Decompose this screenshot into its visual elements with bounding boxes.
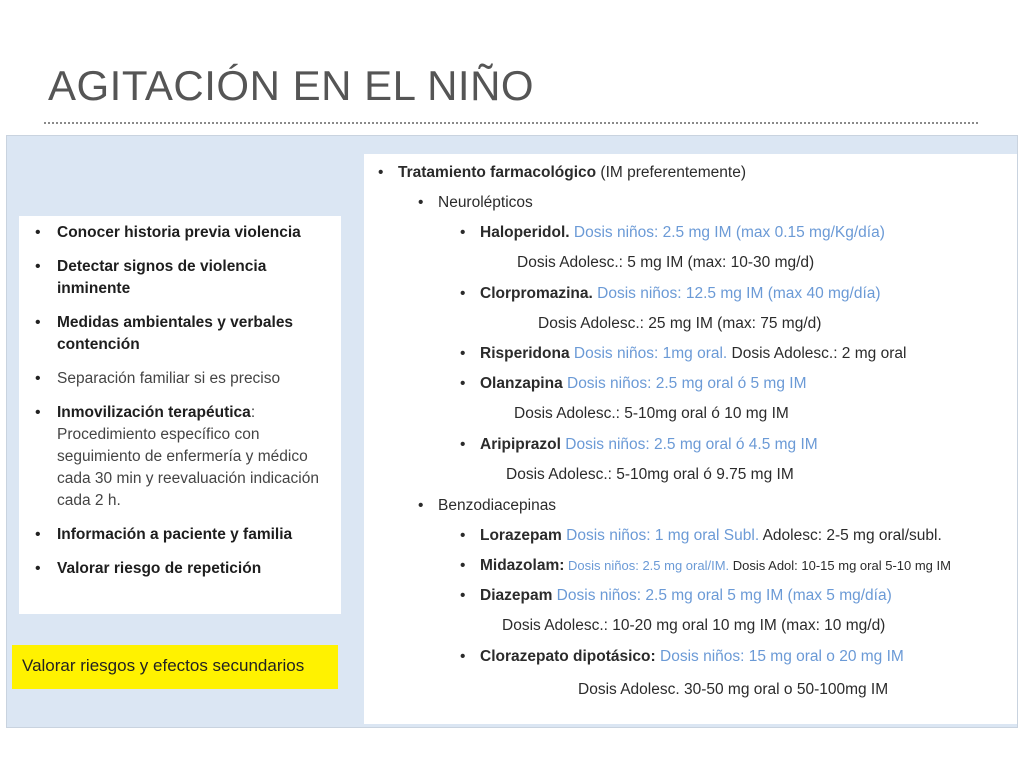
drug-clorazepato: • Clorazepato dipotásico: Dosis niños: 15 mg oral o 20 mg IM (460, 648, 904, 665)
group-neurolepticos: • Neurolépticos (418, 194, 533, 211)
drug-clorazepato-adol: Dosis Adolesc. 30-50 mg oral o 50-100mg IM (578, 681, 889, 698)
group-benzodiacepinas: • Benzodiacepinas (418, 497, 557, 514)
content-image (6, 135, 1018, 728)
list-item: • Valorar riesgo de repetición (27, 558, 333, 580)
list-item: • Separación familiar si es preciso (27, 368, 333, 390)
drug-diazepam: • Diazepam Dosis niños: 2.5 mg oral 5 mg IM (max 5 mg/día) (460, 587, 892, 604)
list-item: • Detectar signos de violencia inminente (27, 256, 333, 300)
drug-clorpromazina: • Clorpromazina. Dosis niños: 12.5 mg IM (max 40 mg/día) (460, 285, 881, 302)
drug-haloperidol-adol: Dosis Adolesc.: 5 mg IM (max: 10-30 mg/d) (517, 254, 815, 271)
highlight-note: Valorar riesgos y efectos secundarios (12, 645, 338, 689)
slide-title: AGITACIÓN EN EL NIÑO (48, 62, 535, 109)
drug-olanzapina-adol: Dosis Adolesc.: 5-10mg oral ó 10 mg IM (514, 405, 789, 422)
drug-haloperidol: • Haloperidol. Dosis niños: 2.5 mg IM (max 0.15 mg/Kg/día) (460, 224, 885, 241)
drug-risperidona: • Risperidona Dosis niños: 1mg oral. Dosis Adolesc.: 2 mg oral (460, 345, 907, 362)
drug-clorpromazina-adol: Dosis Adolesc.: 25 mg IM (max: 75 mg/d) (538, 315, 822, 332)
drug-midazolam: • Midazolam: Dosis niños: 2.5 mg oral/IM. Dosis Adol: 10-15 mg oral 5-10 mg IM (460, 557, 951, 574)
drug-aripiprazol-adol: Dosis Adolesc.: 5-10mg oral ó 9.75 mg IM (506, 466, 794, 483)
drug-lorazepam: • Lorazepam Dosis niños: 1 mg oral Subl. Adolesc: 2-5 mg oral/subl. (460, 527, 942, 544)
list-item: • Medidas ambientales y verbales contención (27, 312, 333, 356)
list-item: • Conocer historia previa violencia (27, 222, 333, 244)
drug-olanzapina: • Olanzapina Dosis niños: 2.5 mg oral ó 5 mg IM (460, 375, 807, 392)
drug-diazepam-adol: Dosis Adolesc.: 10-20 mg oral 10 mg IM (max: 10 mg/d) (502, 617, 886, 634)
treatment-panel (364, 154, 1017, 724)
drug-aripiprazol: • Aripiprazol Dosis niños: 2.5 mg oral ó 4.5 mg IM (460, 436, 818, 453)
left-bullet-list (27, 222, 333, 580)
list-item: • Inmovilización terapéutica: Procedimiento específico con seguimiento de enfermería y médico cada 30 min y reevaluación indicación cada 2 h. (27, 402, 333, 512)
treatment-header: • Tratamiento farmacológico (IM preferentemente) (378, 164, 747, 181)
left-bullet-box (19, 216, 341, 614)
title-divider (44, 122, 978, 124)
list-item: • Información a paciente y familia (27, 524, 333, 546)
